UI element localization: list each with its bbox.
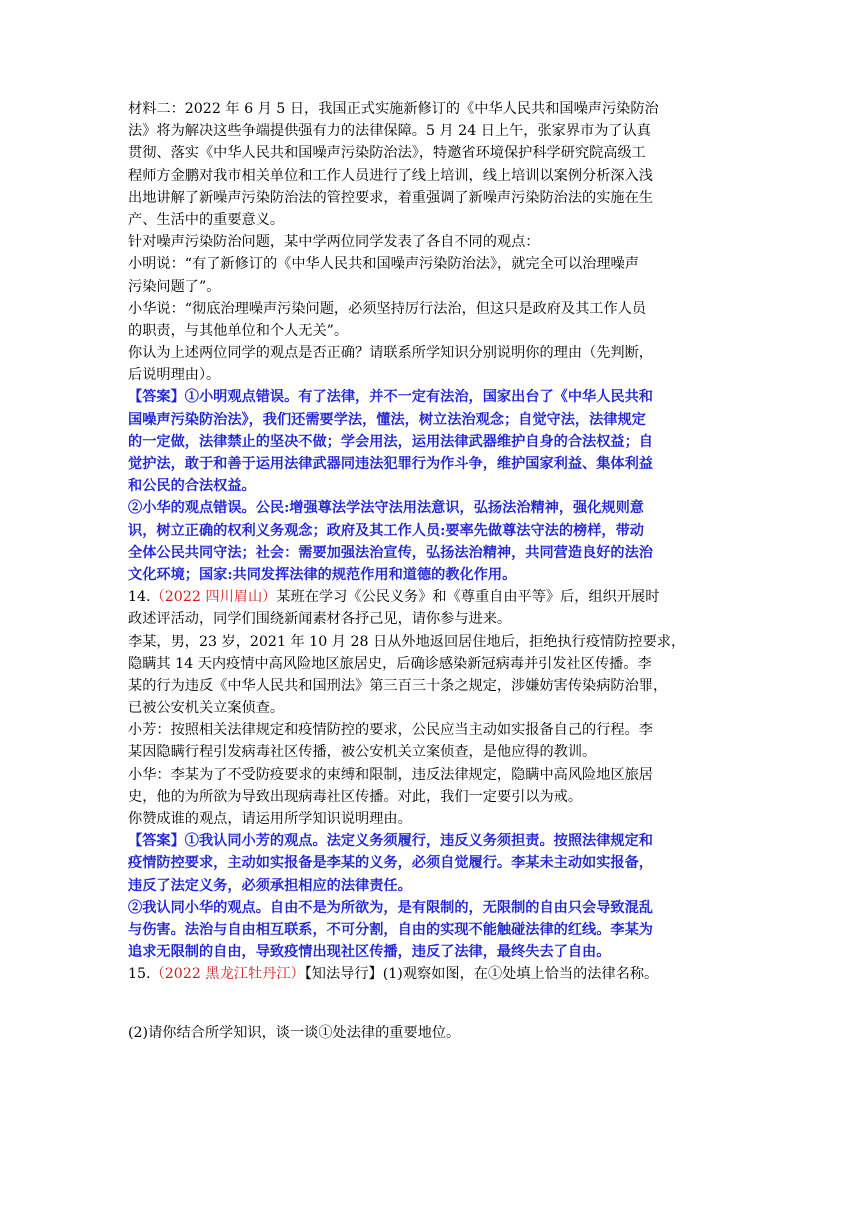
text-line [128, 386, 734, 408]
figure-gap [128, 986, 734, 1022]
text-line [128, 697, 734, 719]
text-line [128, 475, 734, 497]
line-text: 小芳：按照相关法律规定和疫情防控的要求，公民应当主动如实报备自己的行程。李 [128, 722, 653, 739]
line-text: 政述评活动，同学们围绕新闻素材各抒己见，请你参与进来。 [128, 611, 512, 628]
question-text: 某班在学习《公民义务》和《尊重自由平等》后，组织开展时 [276, 589, 660, 606]
text-line [128, 453, 734, 475]
line-text: 疫情防控要求，主动如实报备是李某的义务，必须自觉履行。李某未主动如实报备， [128, 855, 653, 872]
question-text: 【知法导行】(1)观察如图，在①处填上恰当的法律名称。 [304, 966, 659, 983]
line-text: 贯彻、落实《中华人民共和国噪声污染防治法》，特邀省环境保护科学研究院高级工 [128, 145, 646, 162]
text-line [128, 675, 734, 697]
line-text: 你赞成谁的观点，请运用所学知识说明理由。 [128, 811, 412, 827]
text-line [128, 253, 734, 275]
text-line [128, 764, 734, 786]
text-line [128, 520, 734, 542]
line-text: 小华：李某为了不受防疫要求的束缚和限制，违反法律规定，隐瞒中高风险地区旅居 [128, 766, 653, 783]
text-line [128, 409, 734, 431]
text-line [128, 142, 734, 164]
text-line [128, 741, 734, 763]
line-text: 全体公民共同守法；社会：需要加强法治宣传，弘扬法治精神，共同营造良好的法治 [128, 544, 653, 561]
line-text: 小华说：“彻底治理噪声污染问题，必须坚持厉行法治，但这只是政府及其工作人员 [128, 300, 647, 317]
line-text: 觉护法，敢于和善于运用法律武器同违法犯罪行为作斗争，维护国家利益、集体利益 [128, 456, 653, 472]
line-text: 与伤害。法治与自由相互联系，不可分割，自由的实现不能触碰法律的红线。李某为 [128, 921, 653, 938]
line-text: 出地讲解了新噪声污染防治法的管控要求，着重强调了新噪声污染防治法的实施在生 [128, 189, 653, 206]
text-line [128, 98, 734, 120]
line-text: 隐瞒其 14 天内疫情中高风险地区旅居史，后确诊感染新冠病毒并引发社区传播。李 [128, 655, 652, 672]
line-text: 产、生活中的重要意义。 [128, 211, 285, 228]
line-text: 14. [128, 589, 151, 606]
line-text: 【答案】①我认同小芳的观点。法定义务须履行，违反义务须担责。按照法律规定和 [128, 833, 653, 850]
question-source: （2022 四川眉山） [150, 589, 277, 606]
text-line [128, 431, 734, 453]
text-line [128, 897, 734, 919]
text-line [128, 542, 734, 564]
line-text: 小明说：“有了新修订的《中华人民共和国噪声污染防治法》，就完全可以治理噪声 [128, 256, 639, 273]
line-text: 后说明理由）。 [128, 367, 221, 384]
text-line [128, 653, 734, 675]
text-line [128, 120, 734, 142]
text-line [128, 852, 734, 874]
text-line [128, 963, 734, 985]
line-text: 文化环境；国家:共同发挥法律的规范作用和道德的教化作用。 [128, 566, 517, 583]
text-line [128, 586, 734, 608]
text-line [128, 165, 734, 187]
text-line [128, 919, 734, 941]
text-line [128, 941, 734, 963]
line-text: ②我认同小华的观点。自由不是为所欲为，是有限制的，无限制的自由只会导致混乱 [128, 899, 653, 916]
line-text: 某的行为违反《中华人民共和国刑法》第三百三十条之规定，涉嫌妨害传染病防治罪， [128, 677, 668, 694]
line-text: 的职责，与其他单位和个人无关”。 [128, 322, 349, 339]
text-line [128, 786, 734, 808]
line-text: 识，树立正确的权利义务观念；政府及其工作人员:要率先做尊法守法的榜样，带动 [128, 522, 644, 539]
text-line [128, 719, 734, 741]
text-line [128, 608, 734, 630]
line-text: 针对噪声污染防治问题，某中学两位同学发表了各自不同的观点： [128, 234, 540, 251]
line-text: 和公民的合法权益。 [128, 478, 256, 495]
text-line [128, 564, 734, 586]
line-text: 污染问题了”。 [128, 278, 221, 295]
text-line [128, 187, 734, 209]
line-text: 某因隐瞒行程引发病毒社区传播，被公安机关立案侦查，是他应得的教训。 [128, 744, 597, 761]
line-text: 已被公安机关立案侦查。 [128, 700, 285, 717]
text-line [128, 276, 734, 298]
question-source: （2022 黑龙江牡丹江） [150, 966, 305, 983]
line-text: 的一定做，法律禁止的坚决不做；学会用法，运用法律武器维护自身的合法权益；自 [128, 433, 653, 450]
text-line [128, 342, 734, 364]
line-text: 【答案】①小明观点错误。有了法律，并不一定有法治，国家出台了《中华人民共和 [128, 389, 653, 406]
line-text: 法》将为解决这些争端提供强有力的法律保障。5 月 24 日上午，张家界市为了认真 [128, 123, 651, 140]
document-body [128, 98, 734, 1044]
sub-question: (2)请你结合所学知识，谈一谈①处法律的重要地位。 [128, 1024, 461, 1041]
line-text: 你认为上述两位同学的观点是否正确？请联系所学知识分别说明你的理由（先判断， [128, 345, 653, 362]
text-line [128, 231, 734, 253]
line-text: 违反了法定义务，必须承担相应的法律责任。 [128, 877, 412, 894]
line-text: 史，他的为所欲为导致出现病毒社区传播。对此，我们一定要引以为戒。 [128, 788, 583, 805]
line-text: 15. [128, 966, 151, 983]
line-text: 国噪声污染防治法》，我们还需要学法，懂法，树立法治观念；自觉守法，法律规定 [128, 411, 646, 428]
text-line [128, 298, 734, 320]
text-line [128, 320, 734, 342]
text-line [128, 209, 734, 231]
text-line [128, 364, 734, 386]
line-text: ②小华的观点错误。公民:增强尊法学法守法用法意识，弘扬法治精神，强化规则意 [128, 500, 644, 517]
text-line [128, 497, 734, 519]
text-line [128, 875, 734, 897]
line-text: 李某，男，23 岁，2021 年 10 月 28 日从外地返回居住地后，拒绝执行疫情防控要求， [128, 633, 686, 650]
line-text: 追求无限制的自由，导致疫情出现社区传播，违反了法律，最终失去了自由。 [128, 944, 611, 961]
text-line [128, 631, 734, 653]
line-text: 程师方金鹏对我市相关单位和工作人员进行了线上培训，线上培训以案例分析深入浅 [128, 167, 653, 184]
text-line [128, 808, 734, 830]
text-line [128, 830, 734, 852]
line-text: 材料二：2022 年 6 月 5 日，我国正式实施新修订的《中华人民共和国噪声污染防治 [128, 101, 659, 117]
